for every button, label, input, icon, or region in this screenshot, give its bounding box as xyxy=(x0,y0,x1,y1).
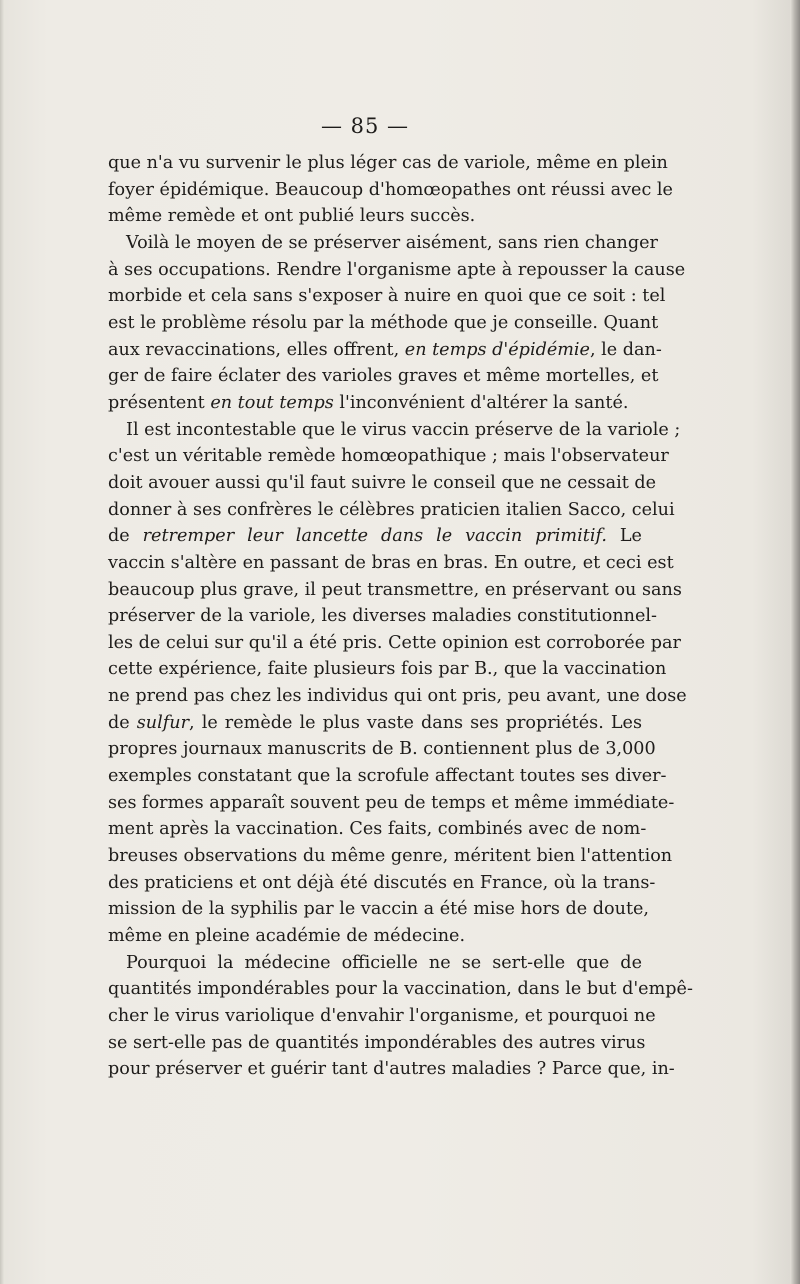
text-segment: même en pleine académie de médecine. xyxy=(108,926,466,947)
body-text xyxy=(108,150,693,1083)
text-segment: est le problème résolu par la méthode que je conseille. Quant xyxy=(108,312,659,333)
text-segment: ne prend pas chez les individus qui ont pris, peu avant, une dose xyxy=(108,686,687,707)
italic-text: retremper leur lancette dans le vaccin primitif. xyxy=(142,526,607,547)
text-line xyxy=(108,443,669,470)
text-line xyxy=(108,337,662,364)
text-line xyxy=(108,896,650,923)
text-line xyxy=(108,736,656,763)
text-line xyxy=(108,177,673,204)
text-segment: aux revaccinations, elles offrent, xyxy=(108,339,405,360)
text-line xyxy=(108,603,657,630)
text-line xyxy=(108,950,642,977)
text-segment: , le dan- xyxy=(589,339,662,360)
text-line xyxy=(108,230,658,257)
text-segment: les de celui sur qu'il a été pris. Cette opinion est corroborée par xyxy=(108,632,681,653)
text-segment: se sert-elle pas de quantités impondérables des autres virus xyxy=(108,1032,646,1053)
text-segment: cher le virus variolique d'envahir l'organisme, et pourquoi ne xyxy=(108,1006,656,1026)
text-segment: pour préserver et guérir tant d'autres maladies ? Parce que, in- xyxy=(108,1059,675,1080)
text-line xyxy=(108,150,668,177)
text-line xyxy=(108,923,642,950)
text-line xyxy=(108,763,667,790)
text-line xyxy=(108,417,681,444)
text-segment: l'inconvénient d'altérer la santé. xyxy=(333,392,629,413)
text-line xyxy=(108,1030,646,1057)
text-segment: préserver de la variole, les diverses maladies constitutionnel- xyxy=(108,606,657,627)
text-line xyxy=(108,790,675,817)
text-segment: des praticiens et ont déjà été discutés en France, où la trans- xyxy=(108,872,656,893)
text-line xyxy=(108,710,642,737)
page-right-edge xyxy=(790,0,800,1284)
text-segment: Voilà le moyen de se préserver aisément, sans rien changer xyxy=(126,232,658,253)
text-segment: ger de faire éclater des varioles graves et même mortelles, et xyxy=(108,366,659,387)
text-line xyxy=(108,497,675,524)
italic-text: en tout temps xyxy=(210,392,334,413)
text-line xyxy=(108,310,659,337)
text-line xyxy=(108,257,686,284)
text-segment: cette expérience, faite plusieurs fois par B., que la vaccination xyxy=(108,659,667,680)
text-segment: , le remède le plus vaste dans ses propriétés. Les xyxy=(189,712,642,733)
italic-text: en temps d'épidémie xyxy=(404,339,590,360)
text-line xyxy=(108,1003,656,1030)
text-line xyxy=(108,656,667,683)
text-segment: vaccin s'altère en passant de bras en bras. En outre, et ceci est xyxy=(108,552,674,573)
text-segment: à ses occupations. Rendre l'organisme apte à repousser la cause xyxy=(108,259,686,280)
text-segment: quantités impondérables pour la vaccination, dans le but d'empê- xyxy=(108,979,693,1000)
text-segment: même remède et ont publié leurs succès. xyxy=(108,206,476,227)
text-line xyxy=(108,843,673,870)
text-line xyxy=(108,1056,675,1083)
text-segment: de xyxy=(108,712,137,733)
text-line xyxy=(108,577,682,604)
text-segment: breuses observations du même genre, méritent bien l'attention xyxy=(108,846,673,867)
text-segment: présentent xyxy=(108,392,211,413)
text-line xyxy=(108,976,693,1003)
text-line xyxy=(108,816,647,843)
text-line xyxy=(108,390,642,417)
page-left-edge xyxy=(0,0,4,1284)
text-segment: foyer épidémique. Beaucoup d'homœopathes ont réussi avec le xyxy=(108,179,673,200)
text-line xyxy=(108,523,642,550)
text-line xyxy=(108,683,687,710)
text-segment: ment après la vaccination. Ces faits, combinés avec de nom- xyxy=(108,819,647,840)
text-line xyxy=(108,550,674,577)
page-number: — 85 — xyxy=(320,114,410,138)
text-segment: Il est incontestable que le virus vaccin préserve de la variole ; xyxy=(126,419,681,440)
text-segment: donner à ses confrères le célèbres praticien italien Sacco, celui xyxy=(108,499,675,520)
text-segment: ses formes apparaît souvent peu de temps et même immédiate- xyxy=(108,792,675,813)
text-line xyxy=(108,630,681,657)
text-segment: mission de la syphilis par le vaccin a été mise hors de doute, xyxy=(108,899,650,920)
text-segment: Le xyxy=(606,526,642,547)
text-segment: que n'a vu survenir le plus léger cas de variole, même en plein xyxy=(108,153,668,173)
italic-text: sulfur xyxy=(136,712,190,733)
text-line xyxy=(108,470,657,497)
text-line xyxy=(108,363,659,390)
text-line xyxy=(108,283,666,310)
text-segment: beaucoup plus grave, il peut transmettre, en préservant ou sans xyxy=(108,579,682,600)
text-segment: propres journaux manuscrits de B. contiennent plus de 3,000 xyxy=(108,739,656,760)
text-line xyxy=(108,870,656,897)
text-segment: de xyxy=(108,526,143,547)
text-segment: morbide et cela sans s'exposer à nuire en quoi que ce soit : tel xyxy=(108,286,666,307)
text-segment: doit avouer aussi qu'il faut suivre le conseil que ne cessait de xyxy=(108,472,657,493)
text-segment: Pourquoi la médecine officielle ne se sert-elle que de xyxy=(126,952,642,973)
text-segment: c'est un véritable remède homœopathique ; mais l'observateur xyxy=(108,446,669,467)
text-line xyxy=(108,203,642,230)
text-segment: exemples constatant que la scrofule affectant toutes ses diver- xyxy=(108,766,667,787)
